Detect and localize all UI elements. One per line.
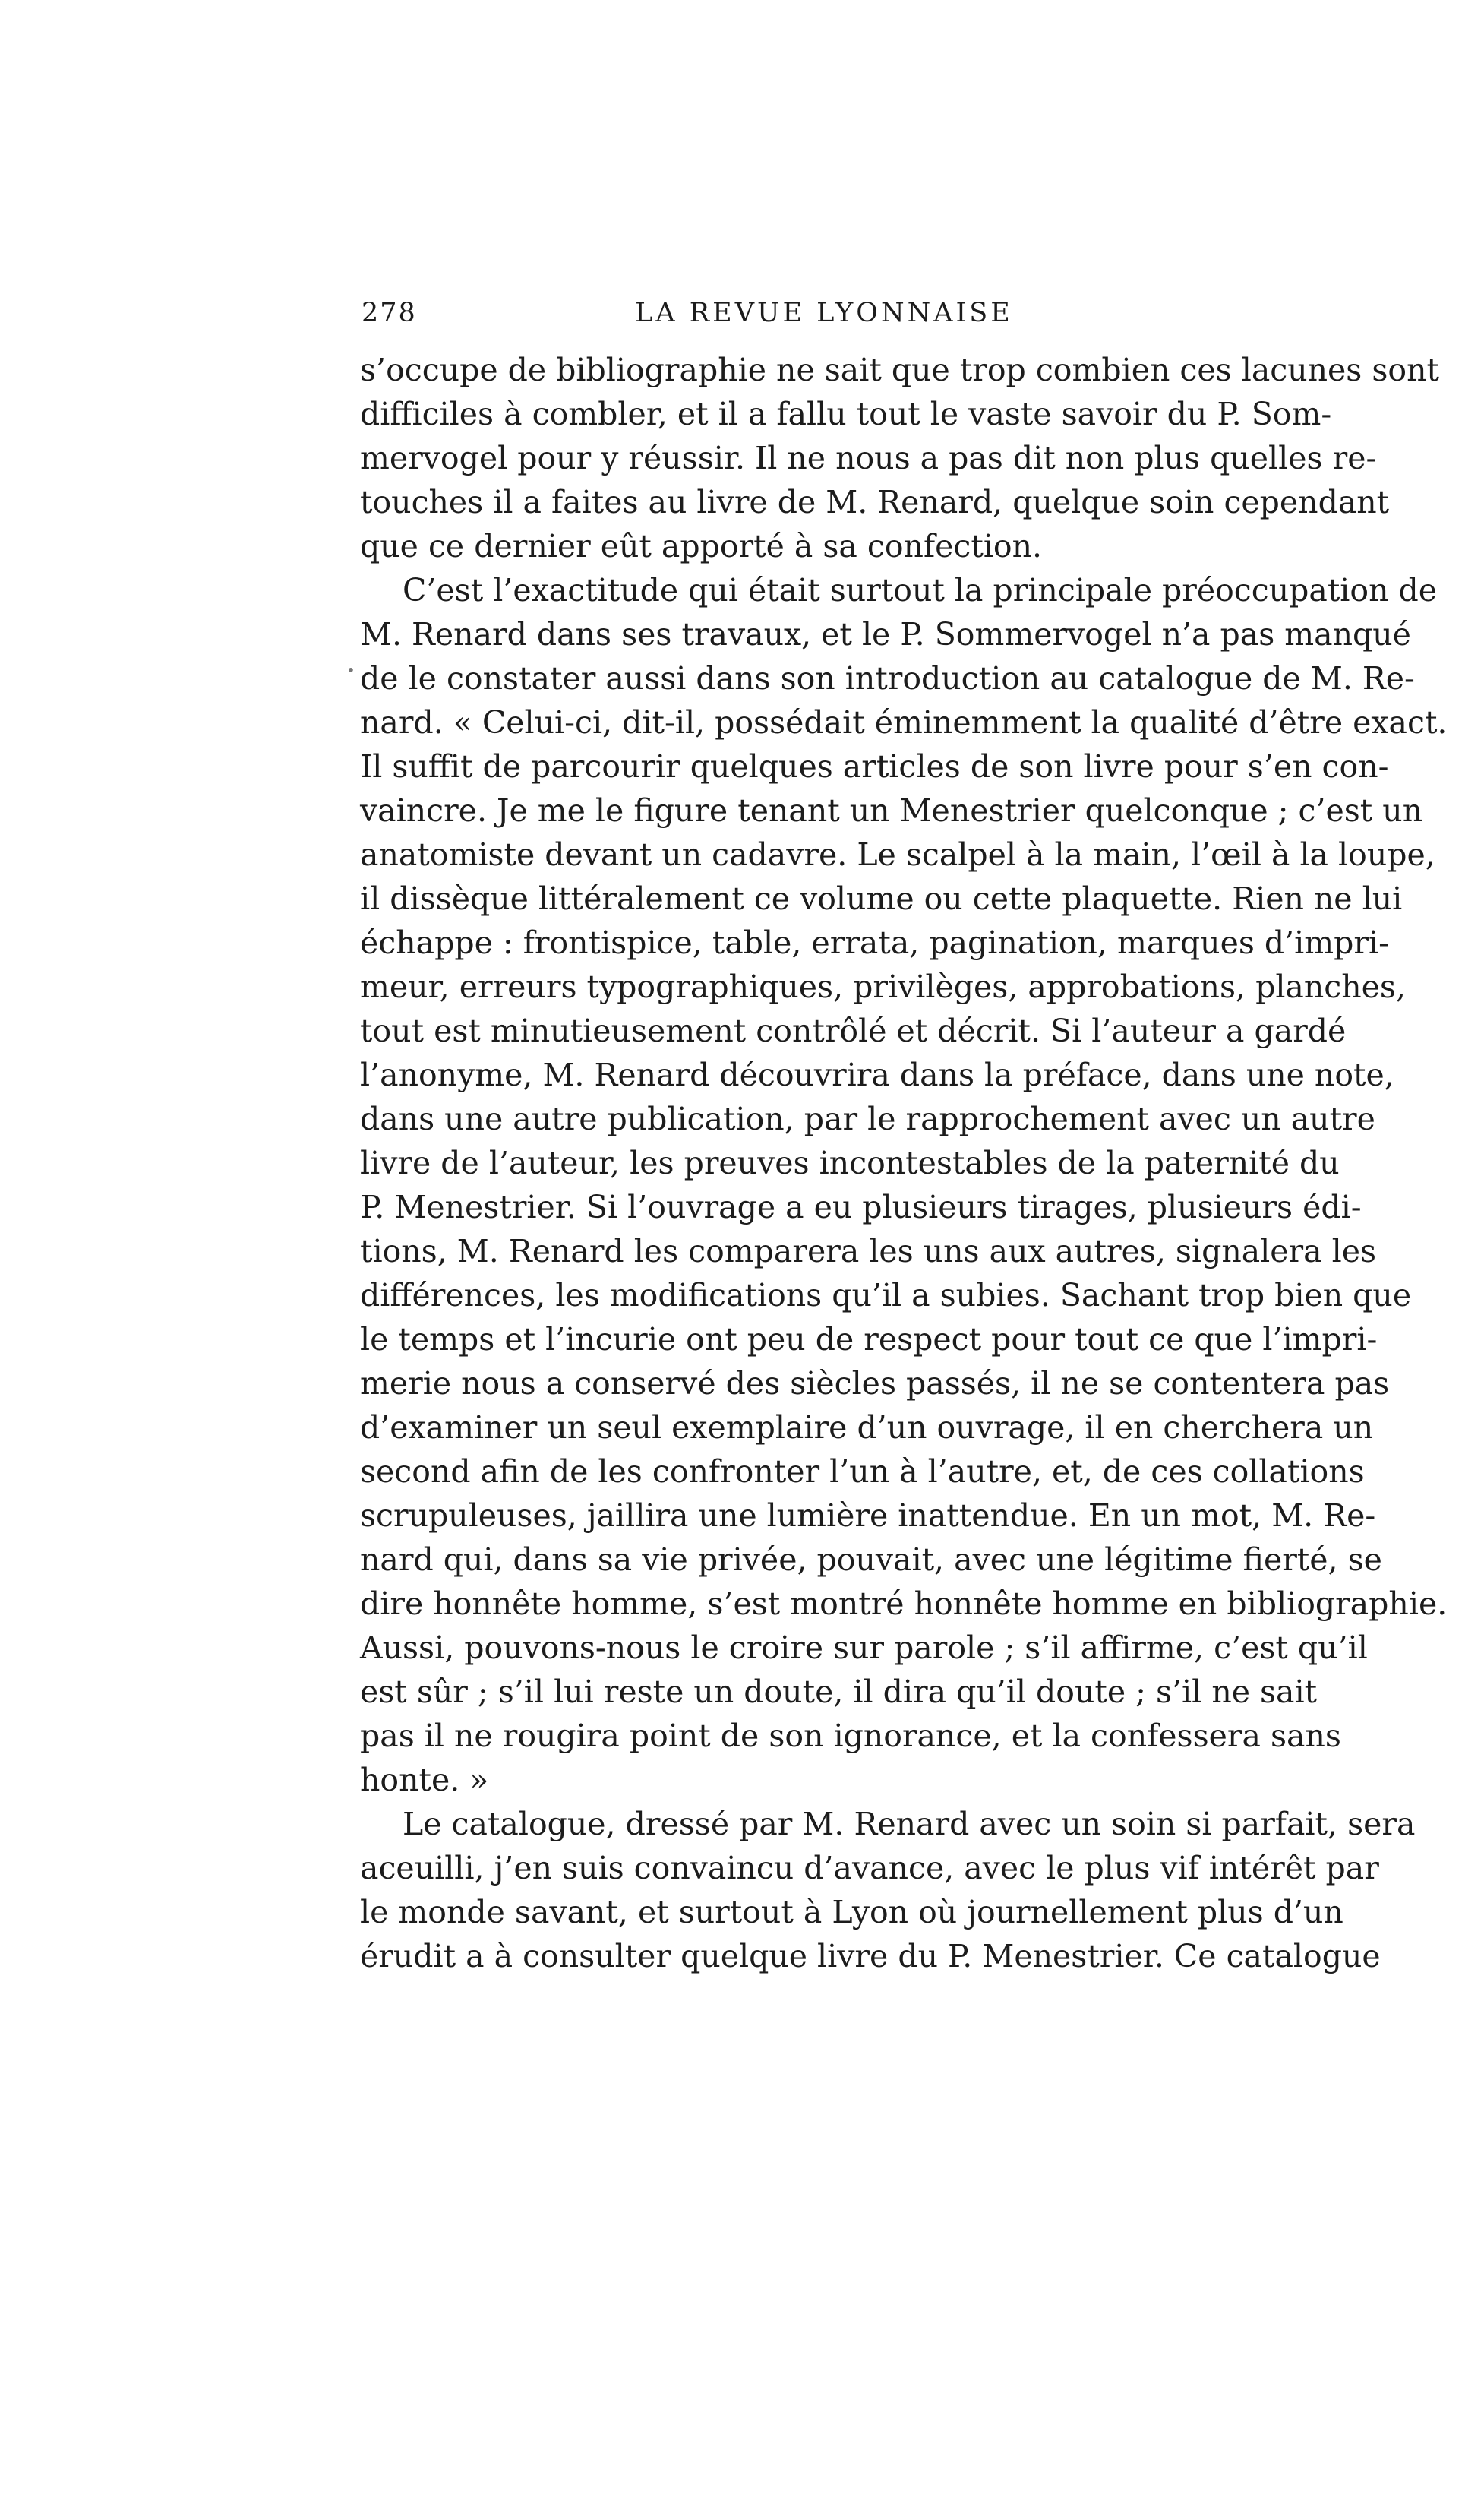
text-line: meur, erreurs typographiques, privilèges, approbations, planches,	[360, 969, 1406, 1005]
text-line: mervogel pour y réussir. Il ne nous a pas dit non plus quelles re-	[360, 440, 1377, 476]
text-line: d’examiner un seul exemplaire d’un ouvrage, il en cherchera un	[360, 1409, 1374, 1446]
text-line: tions, M. Renard les comparera les uns aux autres, signalera les	[360, 1233, 1377, 1269]
text-line: le monde savant, et surtout à Lyon où journellement plus d’un	[360, 1894, 1343, 1930]
text-line: s’occupe de bibliographie ne sait que trop combien ces lacunes sont	[360, 352, 1439, 388]
text-line: second afin de les confronter l’un à l’autre, et, de ces collations	[360, 1453, 1365, 1490]
text-line: est sûr ; s’il lui reste un doute, il dira qu’il doute ; s’il ne sait	[360, 1674, 1318, 1710]
text-line: pas il ne rougira point de son ignorance, et la confessera sans	[360, 1718, 1341, 1754]
margin-speck: •	[346, 661, 355, 679]
text-line: M. Renard dans ses travaux, et le P. Sommervogel n’a pas manqué	[360, 616, 1411, 653]
page-header	[362, 298, 1287, 336]
text-line: merie nous a conservé des siècles passés, il ne se contentera pas	[360, 1365, 1390, 1402]
text-line: que ce dernier eût apporté à sa confection.	[360, 528, 1043, 564]
text-line: C’est l’exactitude qui était surtout la principale préoccupation de	[403, 572, 1438, 608]
text-line: échappe : frontispice, table, errata, pagination, marques d’impri-	[360, 925, 1389, 961]
text-line: vaincre. Je me le figure tenant un Menestrier quelconque ; c’est un	[360, 792, 1423, 829]
text-line: l’anonyme, M. Renard découvrira dans la préface, dans une note,	[360, 1057, 1394, 1093]
text-line: scrupuleuses, jaillira une lumière inattendue. En un mot, M. Re-	[360, 1497, 1376, 1534]
text-line: érudit a à consulter quelque livre du P. Menestrier. Ce catalogue	[360, 1938, 1381, 1974]
text-line: Il suffit de parcourir quelques articles de son livre pour s’en con-	[360, 748, 1389, 785]
text-line: différences, les modifications qu’il a subies. Sachant trop bien que	[360, 1277, 1412, 1313]
text-line: Aussi, pouvons-nous le croire sur parole ; s’il affirme, c’est qu’il	[360, 1629, 1368, 1666]
text-line: le temps et l’incurie ont peu de respect pour tout ce que l’impri-	[360, 1321, 1378, 1358]
text-line: de le constater aussi dans son introduction au catalogue de M. Re-	[360, 660, 1415, 697]
text-line: Le catalogue, dressé par M. Renard avec un soin si parfait, sera	[403, 1806, 1416, 1842]
text-line: dire honnête homme, s’est montré honnête homme en bibliographie.	[360, 1585, 1448, 1622]
text-line: dans une autre publication, par le rapprochement avec un autre	[360, 1101, 1375, 1137]
text-line: il dissèque littéralement ce volume ou cette plaquette. Rien ne lui	[360, 880, 1403, 917]
text-line: P. Menestrier. Si l’ouvrage a eu plusieurs tirages, plusieurs édi-	[360, 1189, 1362, 1225]
text-line: difficiles à combler, et il a fallu tout le vaste savoir du P. Som-	[360, 396, 1332, 432]
text-line: livre de l’auteur, les preuves incontestables de la paternité du	[360, 1145, 1340, 1181]
page-number: 278	[362, 298, 417, 328]
text-line: aceuilli, j’en suis convaincu d’avance, avec le plus vif intérêt par	[360, 1850, 1379, 1886]
text-line: anatomiste devant un cadavre. Le scalpel à la main, l’œil à la loupe,	[360, 836, 1435, 873]
text-line: touches il a faites au livre de M. Renard, quelque soin cependant	[360, 484, 1390, 520]
text-line: honte. »	[360, 1762, 489, 1798]
running-title: LA REVUE LYONNAISE	[635, 298, 1013, 328]
text-line: nard qui, dans sa vie privée, pouvait, avec une légitime fierté, se	[360, 1541, 1382, 1578]
body-text	[360, 348, 1448, 1978]
text-line: tout est minutieusement contrôlé et décrit. Si l’auteur a gardé	[360, 1013, 1347, 1049]
text-line: nard. « Celui-ci, dit-il, possédait éminemment la qualité d’être exact.	[360, 704, 1448, 741]
